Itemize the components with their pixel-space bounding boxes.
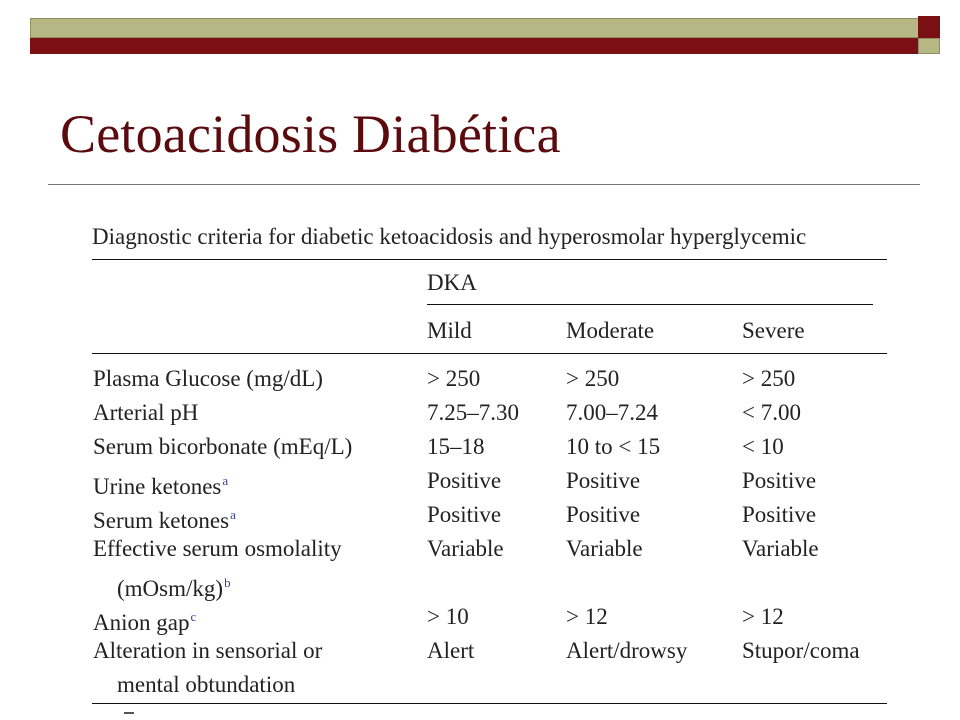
header-corner-square-lower (918, 38, 940, 54)
row-label (93, 396, 198, 430)
header-band-red (30, 38, 918, 54)
column-header-severe: Severe (742, 318, 805, 343)
table-cell: Variable (566, 536, 643, 561)
footnote-marker: a (230, 507, 236, 522)
table-cell: Positive (742, 468, 817, 493)
table-cell: Alert (427, 638, 475, 663)
table-cell: 7.25–7.30 (427, 400, 519, 425)
table-cell: Positive (742, 502, 817, 527)
footnote-marker: c (190, 609, 197, 624)
header-corner-square (918, 16, 940, 38)
footnote-mark (124, 712, 134, 714)
table-bottom-rule (92, 703, 887, 704)
row-label-text: Effective serum osmolality (93, 536, 342, 561)
table-cell: < 10 (742, 434, 784, 459)
title-divider (48, 184, 920, 185)
table-cell: < 7.00 (742, 400, 801, 425)
row-label-text: Arterial pH (93, 400, 199, 425)
table-cell: 7.00–7.24 (566, 400, 658, 425)
table-cell: > 250 (566, 366, 620, 391)
table-cell: Variable (427, 536, 504, 561)
row-label (93, 430, 352, 464)
group-header-rule (427, 304, 873, 305)
header-band-olive (30, 18, 940, 38)
table-cell: > 12 (742, 604, 784, 629)
table-cell: > 12 (566, 604, 608, 629)
table-cell: Positive (566, 468, 641, 493)
row-label-continuation-text: (mOsm/kg) (117, 576, 224, 601)
row-label-continuation (93, 668, 295, 702)
row-label-text: Serum bicorbonate (mEq/L) (93, 434, 353, 459)
table-cell: Positive (427, 502, 502, 527)
table-cell: > 10 (427, 604, 469, 629)
footnote-marker: b (224, 575, 231, 590)
table-cell: 15–18 (427, 434, 485, 459)
table-cell: > 250 (427, 366, 481, 391)
header-bottom-rule (92, 353, 887, 354)
table-cell: > 250 (742, 366, 796, 391)
footnote-marker: a (222, 473, 229, 488)
row-label-text: Serum ketones (93, 508, 230, 533)
table-top-rule (92, 259, 887, 260)
table-cell: Variable (742, 536, 819, 561)
table-cell: Positive (566, 502, 641, 527)
row-label (93, 634, 322, 668)
row-label-text: Plasma Glucose (mg/dL) (93, 366, 323, 391)
row-label-text: Alteration in sensorial or (93, 638, 323, 663)
table-cell: 10 to < 15 (566, 434, 661, 459)
table-caption: Diagnostic criteria for diabetic ketoacidosis and hyperosmolar hyperglycemic (92, 224, 807, 249)
column-header-mild: Mild (427, 318, 472, 343)
table-cell: Positive (427, 468, 502, 493)
row-label-text: Anion gap (93, 610, 190, 635)
table-cell: Stupor/coma (742, 638, 860, 663)
row-label-text: Urine ketones (93, 474, 222, 499)
row-label (93, 362, 323, 396)
row-label-continuation-text: mental obtundation (117, 672, 296, 697)
row-label (93, 532, 342, 566)
group-header-dka: DKA (427, 270, 477, 295)
slide-title: Cetoacidosis Diabética (60, 104, 561, 164)
table-cell: Alert/drowsy (566, 638, 688, 663)
column-header-moderate: Moderate (566, 318, 655, 343)
